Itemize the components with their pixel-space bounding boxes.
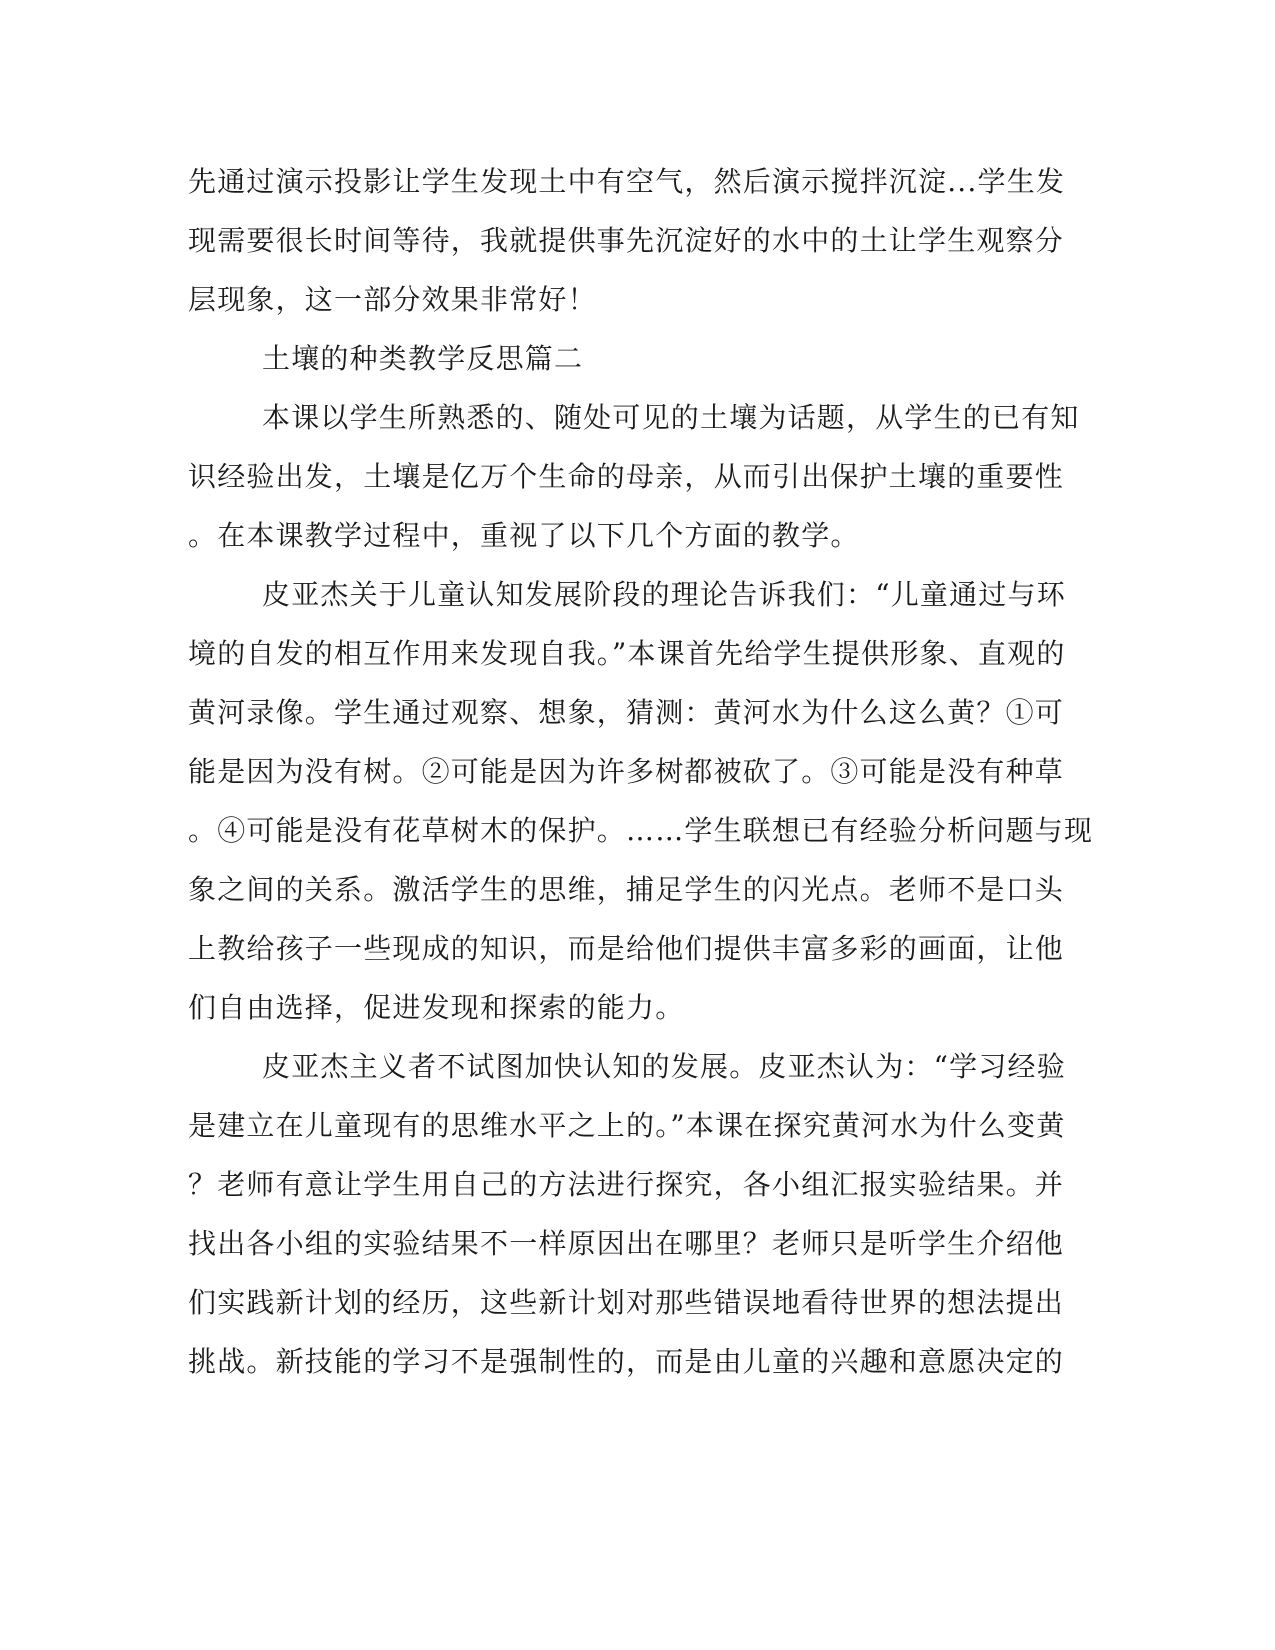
body-line: 境的自发的相互作用来发现自我。”本课首先给学生提供形象、直观的 <box>188 637 1066 670</box>
body-line: 黄河录像。学生通过观察、想象，猜测：黄河水为什么这么黄？①可 <box>188 696 1065 729</box>
body-line: 。④可能是没有花草树木的保护。……学生联想已有经验分析问题与现 <box>188 814 1094 847</box>
body-line: ？老师有意让学生用自己的方法进行探究，各小组汇报实验结果。并 <box>188 1168 1065 1201</box>
body-line: 上教给孩子一些现成的知识，而是给他们提供丰富多彩的画面，让他 <box>188 932 1065 965</box>
body-line: 层现象，这一部分效果非常好！ <box>188 283 597 316</box>
body-line: 皮亚杰主义者不试图加快认知的发展。皮亚杰认为：“学习经验 <box>262 1050 1066 1083</box>
body-line: 本课以学生所熟悉的、随处可见的土壤为话题，从学生的已有知 <box>262 401 1080 434</box>
body-line: 们实践新计划的经历，这些新计划对那些错误地看待世界的想法提出 <box>188 1286 1065 1319</box>
body-line: 挑战。新技能的学习不是强制性的，而是由儿童的兴趣和意愿决定的 <box>188 1345 1065 1378</box>
section-heading: 土壤的种类教学反思篇二 <box>262 342 584 375</box>
body-line: 找出各小组的实验结果不一样原因出在哪里？老师只是听学生介绍他 <box>188 1227 1065 1260</box>
body-line: 能是因为没有树。②可能是因为许多树都被砍了。③可能是没有种草 <box>188 755 1065 788</box>
body-line: 先通过演示投影让学生发现土中有空气，然后演示搅拌沉淀...学生发 <box>188 165 1066 198</box>
body-line: 现需要很长时间等待，我就提供事先沉淀好的水中的土让学生观察分 <box>188 224 1065 257</box>
body-line: 皮亚杰关于儿童认知发展阶段的理论告诉我们：“儿童通过与环 <box>262 578 1066 611</box>
body-line: 象之间的关系。激活学生的思维，捕足学生的闪光点。老师不是口头 <box>188 873 1065 906</box>
body-line: 们自由选择，促进发现和探索的能力。 <box>188 991 685 1024</box>
body-line: 。在本课教学过程中，重视了以下几个方面的教学。 <box>188 519 860 552</box>
body-line: 识经验出发，土壤是亿万个生命的母亲，从而引出保护土壤的重要性 <box>188 460 1065 493</box>
body-line: 是建立在儿童现有的思维水平之上的。”本课在探究黄河水为什么变黄 <box>188 1109 1066 1142</box>
